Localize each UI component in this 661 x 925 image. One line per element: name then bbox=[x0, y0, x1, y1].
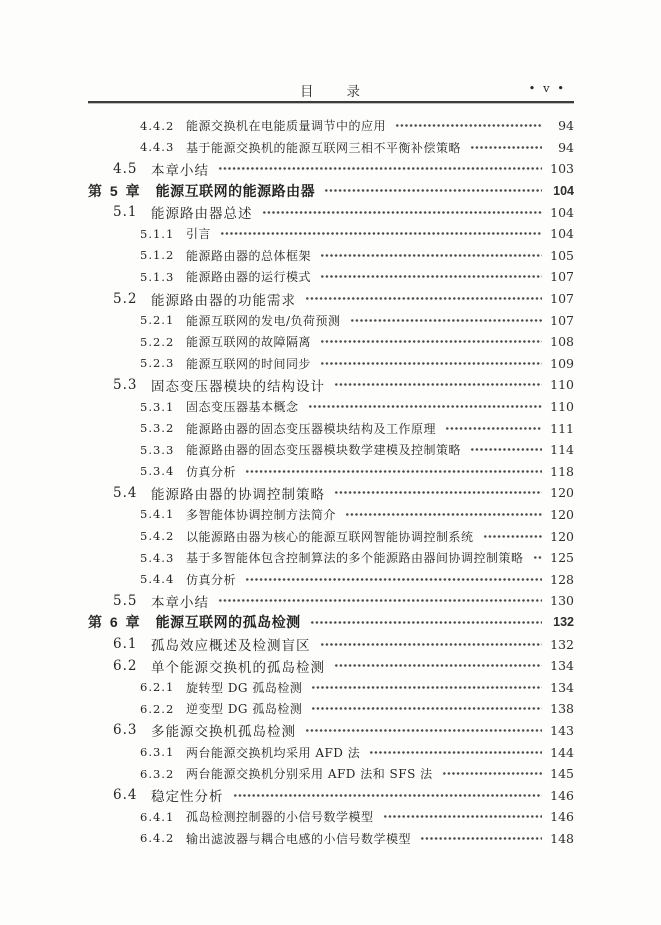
entry-number: 5.2 bbox=[113, 290, 138, 307]
entry-title: 两台能源交换机分别采用 AFD 法和 SFS 法 bbox=[186, 767, 433, 782]
entry-number: 5.4.4 bbox=[140, 572, 175, 587]
entry-title: 能源交换机在电能质量调节中的应用 bbox=[186, 119, 387, 134]
leader-dots bbox=[305, 296, 542, 301]
entry-number: 5.4.2 bbox=[140, 529, 175, 544]
toc-entry bbox=[88, 353, 574, 375]
leader-dots bbox=[445, 426, 542, 431]
toc-entry bbox=[88, 720, 574, 742]
toc-entry bbox=[88, 396, 574, 418]
leader-dots bbox=[233, 793, 543, 798]
folio-page-number: • v • bbox=[528, 81, 566, 95]
entry-title: 输出滤波器与耦合电感的小信号数学模型 bbox=[186, 831, 412, 846]
entry-page-number: 132 bbox=[553, 615, 574, 630]
leader-dots bbox=[262, 210, 543, 215]
header-rule bbox=[88, 101, 574, 104]
entry-number: 5.3 bbox=[113, 376, 138, 393]
toc-entry bbox=[88, 547, 574, 569]
toc-entry bbox=[88, 180, 574, 202]
entry-title: 基于能源交换机的能源互联网三相不平衡补偿策略 bbox=[186, 140, 462, 155]
entry-page-number: 109 bbox=[550, 355, 574, 371]
entry-title: 能源路由器的固态变压器模块数学建模及控制策略 bbox=[186, 443, 462, 458]
leader-dots bbox=[305, 728, 542, 733]
toc-entry bbox=[88, 655, 574, 677]
leader-dots bbox=[420, 836, 542, 841]
entry-page-number: 105 bbox=[550, 247, 574, 263]
entry-number: 5.5 bbox=[113, 592, 138, 609]
toc-entry bbox=[88, 763, 574, 785]
entry-number: 6.3.2 bbox=[140, 766, 175, 781]
entry-number: 4.4.3 bbox=[140, 140, 175, 155]
entry-title: 能源路由器的功能需求 bbox=[151, 292, 296, 309]
entry-page-number: 146 bbox=[550, 809, 574, 825]
entry-page-number: 104 bbox=[553, 183, 574, 198]
entry-title: 多智能体协调控制方法简介 bbox=[186, 507, 337, 522]
entry-page-number: 114 bbox=[550, 442, 574, 458]
toc-entry bbox=[88, 504, 574, 526]
toc-entry bbox=[88, 568, 574, 590]
entry-title: 本章小结 bbox=[151, 594, 209, 611]
leader-dots bbox=[245, 469, 542, 474]
leader-dots bbox=[311, 685, 542, 690]
entry-page-number: 120 bbox=[550, 506, 574, 522]
entry-page-number: 120 bbox=[550, 528, 574, 544]
toc-entry bbox=[88, 806, 574, 828]
entry-title: 能源互联网的发电/负荷预测 bbox=[186, 313, 341, 328]
toc-list bbox=[88, 115, 574, 849]
page-title: 目 录 bbox=[300, 84, 362, 100]
toc-entry bbox=[88, 461, 574, 483]
entry-page-number: 110 bbox=[550, 377, 574, 393]
leader-dots bbox=[220, 231, 542, 236]
toc-entry bbox=[88, 439, 574, 461]
entry-number: 5.4 bbox=[113, 484, 138, 501]
entry-title: 稳定性分析 bbox=[151, 789, 224, 806]
entry-title: 能源互联网的时间同步 bbox=[186, 356, 312, 371]
entry-title: 能源路由器总述 bbox=[151, 206, 253, 223]
leader-dots bbox=[218, 598, 542, 603]
leader-dots bbox=[311, 706, 542, 711]
entry-page-number: 128 bbox=[550, 571, 574, 587]
leader-dots bbox=[334, 663, 542, 668]
entry-number: 5.1.2 bbox=[140, 248, 175, 263]
toc-entry bbox=[88, 482, 574, 504]
leader-dots bbox=[320, 274, 542, 279]
entry-page-number: 125 bbox=[550, 550, 574, 566]
entry-page-number: 138 bbox=[550, 701, 574, 717]
toc-entry bbox=[88, 201, 574, 223]
toc-entry bbox=[88, 223, 574, 245]
entry-page-number: 94 bbox=[558, 139, 574, 155]
entry-title: 引言 bbox=[186, 227, 212, 242]
toc-entry bbox=[88, 115, 574, 137]
entry-page-number: 107 bbox=[550, 291, 574, 307]
toc-entry bbox=[88, 137, 574, 159]
toc-entry bbox=[88, 633, 574, 655]
entry-number: 4.5 bbox=[113, 160, 138, 177]
entry-page-number: 94 bbox=[558, 118, 574, 134]
leader-dots bbox=[345, 512, 542, 517]
entry-number: 5.1 bbox=[113, 204, 138, 221]
toc-entry bbox=[88, 741, 574, 763]
entry-page-number: 118 bbox=[550, 463, 574, 479]
leader-dots bbox=[383, 814, 542, 819]
entry-number: 第 5 章 bbox=[88, 182, 142, 199]
entry-page-number: 108 bbox=[550, 334, 574, 350]
entry-title: 能源互联网的能源路由器 bbox=[155, 182, 316, 199]
toc-entry bbox=[88, 288, 574, 310]
entry-number: 5.3.3 bbox=[140, 442, 175, 457]
leader-dots bbox=[245, 577, 542, 582]
toc-entry bbox=[88, 676, 574, 698]
entry-title: 旋转型 DG 孤岛检测 bbox=[186, 680, 303, 695]
entry-number: 6.3 bbox=[113, 722, 138, 739]
toc-entry bbox=[88, 525, 574, 547]
leader-dots bbox=[320, 339, 542, 344]
leader-dots bbox=[350, 318, 542, 323]
entry-page-number: 120 bbox=[550, 485, 574, 501]
entry-page-number: 148 bbox=[550, 830, 574, 846]
entry-page-number: 134 bbox=[550, 679, 574, 695]
toc-entry bbox=[88, 784, 574, 806]
entry-title: 多能源交换机孤岛检测 bbox=[151, 724, 296, 741]
entry-number: 6.4 bbox=[113, 787, 138, 804]
leader-dots bbox=[470, 447, 542, 452]
leader-dots bbox=[369, 750, 542, 755]
entry-page-number: 146 bbox=[550, 787, 574, 803]
toc-entry bbox=[88, 698, 574, 720]
entry-title: 固态变压器基本概念 bbox=[186, 400, 299, 415]
entry-page-number: 143 bbox=[550, 722, 574, 738]
page-content bbox=[88, 80, 574, 849]
entry-page-number: 132 bbox=[550, 636, 574, 652]
entry-page-number: 134 bbox=[550, 658, 574, 674]
entry-number: 5.4.3 bbox=[140, 550, 175, 565]
leader-dots bbox=[395, 123, 542, 128]
running-head bbox=[88, 80, 574, 98]
toc-entry bbox=[88, 417, 574, 439]
entry-title: 孤岛检测控制器的小信号数学模型 bbox=[186, 810, 374, 825]
entry-number: 6.1 bbox=[113, 636, 138, 653]
leader-dots bbox=[218, 166, 542, 171]
leader-dots bbox=[320, 253, 542, 258]
toc-entry bbox=[88, 828, 574, 850]
entry-number: 6.2 bbox=[113, 657, 138, 674]
entry-page-number: 104 bbox=[550, 204, 574, 220]
entry-number: 第 6 章 bbox=[88, 614, 142, 631]
entry-title: 本章小结 bbox=[151, 162, 209, 179]
entry-title: 两台能源交换机均采用 AFD 法 bbox=[186, 745, 361, 760]
entry-number: 5.4.1 bbox=[140, 507, 175, 522]
leader-dots bbox=[310, 620, 542, 625]
entry-number: 6.2.2 bbox=[140, 701, 175, 716]
entry-page-number: 130 bbox=[550, 593, 574, 609]
toc-entry bbox=[88, 158, 574, 180]
leader-dots bbox=[470, 145, 542, 150]
leader-dots bbox=[483, 534, 542, 539]
entry-title: 能源互联网的故障隔离 bbox=[186, 335, 312, 350]
entry-title: 能源路由器的总体框架 bbox=[186, 248, 312, 263]
entry-number: 6.4.1 bbox=[140, 809, 175, 824]
leader-dots bbox=[320, 361, 542, 366]
leader-dots bbox=[442, 771, 542, 776]
entry-title: 能源路由器的运行模式 bbox=[186, 270, 312, 285]
leader-dots bbox=[334, 382, 542, 387]
entry-number: 5.1.3 bbox=[140, 269, 175, 284]
entry-number: 5.2.3 bbox=[140, 356, 175, 371]
toc-entry bbox=[88, 266, 574, 288]
entry-number: 5.2.2 bbox=[140, 334, 175, 349]
toc-entry bbox=[88, 245, 574, 267]
entry-page-number: 107 bbox=[550, 312, 574, 328]
entry-title: 能源路由器的固态变压器模块结构及工作原理 bbox=[186, 421, 437, 436]
entry-page-number: 107 bbox=[550, 269, 574, 285]
entry-page-number: 111 bbox=[550, 420, 574, 436]
entry-number: 6.3.1 bbox=[140, 745, 175, 760]
entry-page-number: 145 bbox=[550, 766, 574, 782]
entry-page-number: 104 bbox=[550, 226, 574, 242]
leader-dots bbox=[533, 555, 542, 560]
toc-entry bbox=[88, 612, 574, 634]
toc-entry bbox=[88, 374, 574, 396]
entry-page-number: 110 bbox=[550, 399, 574, 415]
entry-title: 能源路由器的协调控制策略 bbox=[151, 486, 325, 503]
entry-title: 单个能源交换机的孤岛检测 bbox=[151, 659, 325, 676]
toc-entry bbox=[88, 331, 574, 353]
leader-dots bbox=[308, 404, 542, 409]
leader-dots bbox=[324, 188, 542, 193]
toc-entry bbox=[88, 590, 574, 612]
leader-dots bbox=[334, 490, 542, 495]
entry-number: 4.4.2 bbox=[140, 118, 175, 133]
entry-title: 固态变压器模块的结构设计 bbox=[151, 378, 325, 395]
entry-title: 能源互联网的孤岛检测 bbox=[155, 614, 301, 631]
leader-dots bbox=[320, 642, 543, 647]
entry-title: 基于多智能体包含控制算法的多个能源路由器间协调控制策略 bbox=[186, 551, 524, 566]
entry-number: 5.3.2 bbox=[140, 421, 175, 436]
entry-number: 5.3.4 bbox=[140, 464, 175, 479]
entry-title: 孤岛效应概述及检测盲区 bbox=[151, 638, 311, 655]
entry-title: 以能源路由器为核心的能源互联网智能协调控制系统 bbox=[186, 529, 474, 544]
entry-number: 5.3.1 bbox=[140, 399, 175, 414]
entry-number: 5.1.1 bbox=[140, 226, 175, 241]
entry-page-number: 144 bbox=[550, 744, 574, 760]
entry-title: 逆变型 DG 孤岛检测 bbox=[186, 702, 303, 717]
entry-number: 6.2.1 bbox=[140, 680, 175, 695]
toc-entry bbox=[88, 309, 574, 331]
entry-title: 仿真分析 bbox=[186, 572, 237, 587]
entry-number: 5.2.1 bbox=[140, 313, 175, 328]
entry-title: 仿真分析 bbox=[186, 464, 237, 479]
entry-number: 6.4.2 bbox=[140, 831, 175, 846]
entry-page-number: 103 bbox=[550, 161, 574, 177]
